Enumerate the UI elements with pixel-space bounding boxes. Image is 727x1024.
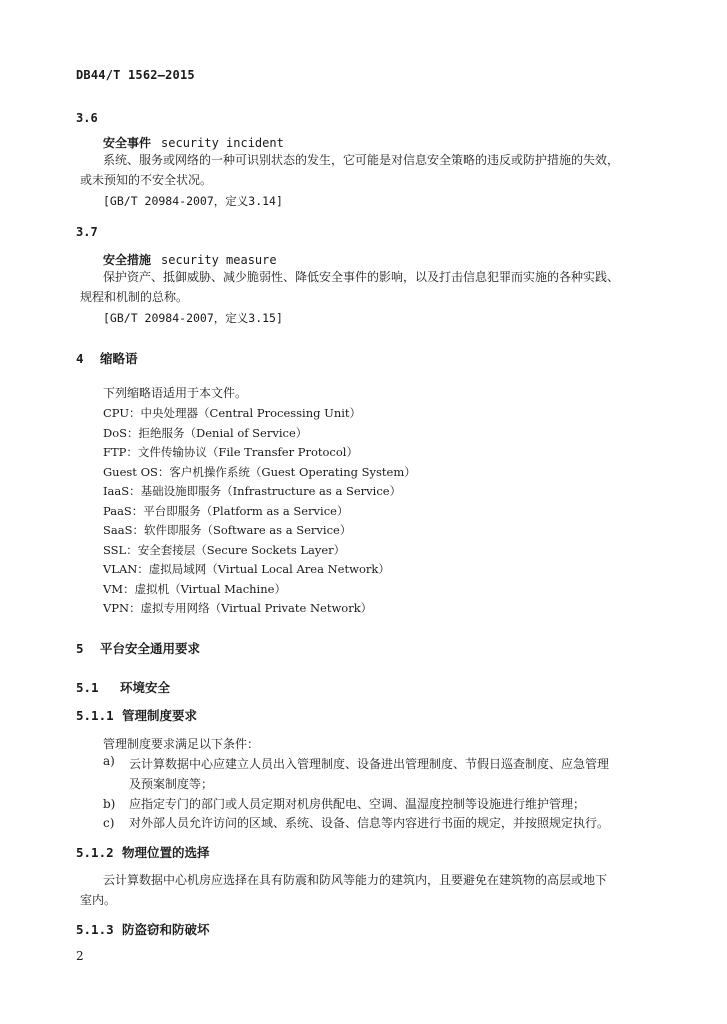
item-text: 云计算数据中心应建立人员出入管理制度、设备进出管理制度、节假日巡查制度、应急管理: [129, 757, 610, 771]
section-heading-5-1: [76, 678, 170, 696]
document-id-header: DB44/T 1562—2015: [76, 68, 195, 82]
definition-line: 规程和机制的总称。: [80, 290, 189, 304]
abbreviation-item: SaaS：软件即服务（Software as a Service）: [103, 523, 352, 537]
term-cn: 安全事件: [103, 136, 152, 150]
term-cn: 安全措施: [103, 253, 152, 267]
section-number: 5.1: [76, 680, 99, 695]
term-en: security measure: [161, 253, 277, 267]
item-label: c): [103, 816, 115, 830]
section-title: 缩略语: [100, 351, 138, 366]
list-item-c: [103, 813, 663, 833]
section-title: 管理制度要求: [122, 708, 198, 723]
abbreviation-item: FTP：文件传输协议（File Transfer Protocol）: [103, 445, 358, 459]
abbreviation-item: VPN：虚拟专用网络（Virtual Private Network）: [103, 601, 373, 615]
section-heading-4: [76, 349, 138, 367]
definition-line: 保护资产、抵御威胁、减少脆弱性、降低安全事件的影响，以及打击信息犯罪而实施的各种实践、: [103, 270, 620, 284]
section-title: 环境安全: [120, 680, 171, 695]
item-text: 对外部人员允许访问的区域、系统、设备、信息等内容进行书面的规定，并按照规定执行。: [129, 816, 610, 830]
definition-line: 或未预知的不安全状况。: [80, 173, 213, 187]
abbreviation-item: CPU：中央处理器（Central Processing Unit）: [103, 406, 362, 420]
section-heading-5: [76, 639, 200, 657]
abbreviation-list: [103, 404, 416, 619]
section-title: 物理位置的选择: [122, 845, 210, 860]
section-number: 4: [76, 351, 84, 366]
source-3-7: [GB/T 20984-2007，定义3.15]: [103, 311, 283, 325]
term-3-6: [103, 134, 284, 151]
section-number: 5.1.2: [76, 845, 114, 860]
definition-3-6: [80, 150, 660, 190]
item-label: a): [103, 754, 115, 768]
source-3-6: [GB/T 20984-2007，定义3.14]: [103, 194, 283, 208]
abbreviation-item: VM：虚拟机（Virtual Machine）: [103, 581, 286, 596]
section-number: 5.1.1: [76, 708, 114, 723]
definition-3-7: [80, 267, 660, 307]
list-item-b: [103, 794, 663, 814]
term-3-7: [103, 251, 277, 268]
clause-number-3-6: 3.6: [76, 111, 98, 125]
section-title: 防盗窃和防破坏: [122, 922, 210, 937]
page-number: 2: [76, 949, 84, 963]
section-number: 5: [76, 641, 84, 656]
section-title: 平台安全通用要求: [100, 641, 201, 656]
abbreviation-item: DoS：拒绝服务（Denial of Service）: [103, 425, 308, 440]
management-intro: 管理制度要求满足以下条件：: [103, 737, 260, 751]
abbreviation-item: SSL：安全套接层（Secure Sockets Layer）: [103, 542, 346, 557]
definition-line: 系统、服务或网络的一种可识别状态的发生，它可能是对信息安全策略的违反或防护措施的失效，: [103, 153, 620, 167]
section-heading-5-1-3: [76, 920, 210, 938]
location-paragraph: [80, 870, 660, 910]
section-heading-5-1-2: [76, 843, 210, 861]
paragraph-line: 云计算数据中心机房应选择在具有防震和防风等能力的建筑内，且要避免在建筑物的高层或地下: [103, 873, 608, 887]
clause-number-3-7: 3.7: [76, 225, 98, 239]
item-text: 应指定专门的部门或人员定期对机房供配电、空调、温湿度控制等设施进行维护管理；: [129, 797, 586, 811]
paragraph-line: 室内。: [80, 893, 117, 907]
item-text: 及预案制度等；: [129, 777, 214, 791]
term-en: security incident: [161, 136, 284, 150]
abbreviation-item: IaaS：基础设施即服务（Infrastructure as a Service）: [103, 484, 402, 498]
abbreviation-item: Guest OS：客户机操作系统（Guest Operating System）: [103, 464, 416, 479]
abbreviations-intro: 下列缩略语适用于本文件。: [103, 386, 248, 400]
section-heading-5-1-1: [76, 706, 197, 724]
abbreviation-item: VLAN：虚拟局域网（Virtual Local Area Network）: [103, 562, 390, 576]
item-label: b): [103, 797, 116, 811]
abbreviation-item: PaaS：平台即服务（Platform as a Service）: [103, 503, 349, 518]
list-item-a: [103, 754, 663, 794]
section-number: 5.1.3: [76, 922, 114, 937]
